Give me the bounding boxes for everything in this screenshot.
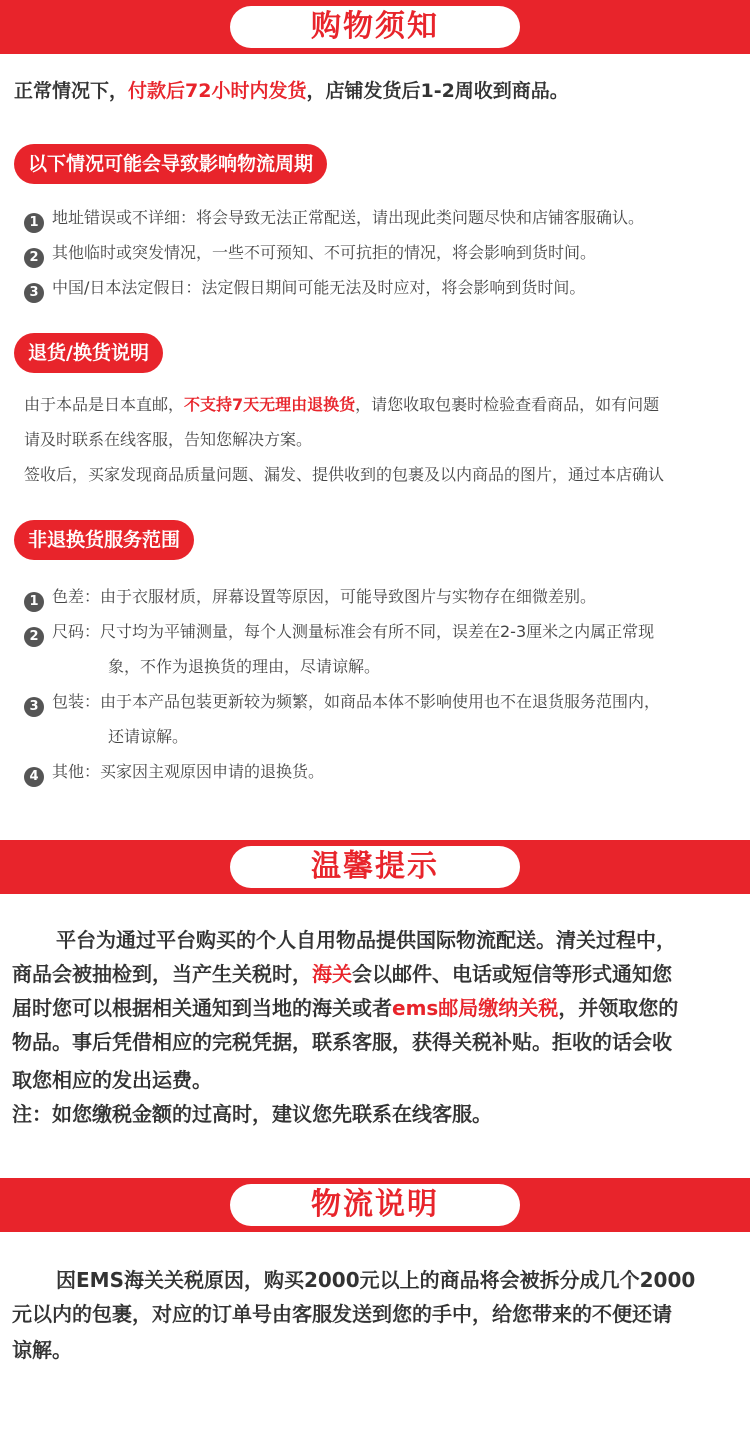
tips-line-3 — [12, 992, 678, 1021]
delay-item-3 — [24, 275, 585, 303]
tips-banner — [0, 840, 750, 894]
return-line-1-after: ，请您收取包裹时检验查看商品，如有问题 — [355, 395, 660, 414]
tips-line-3-before: 届时您可以根据相关通知到当地的海关或者 — [12, 996, 392, 1020]
return-line-1 — [24, 392, 659, 415]
non-return-tag: 非退换货服务范围 — [14, 520, 194, 560]
notice-lead — [14, 76, 569, 103]
tips-banner-title: 温馨提示 — [230, 846, 520, 888]
number-badge-icon: 4 — [24, 767, 44, 787]
tips-line-5: 取您相应的发出运费。 — [12, 1068, 212, 1092]
notice-banner — [0, 0, 750, 54]
non-return-item-2 — [24, 619, 654, 647]
lead-after: ，店铺发货后1-2周收到商品。 — [306, 80, 569, 102]
non-return-item-1 — [24, 584, 596, 612]
tips-line-4: 物品。事后凭借相应的完税凭据，联系客服，获得关税补贴。拒收的话会收 — [12, 1030, 672, 1054]
delay-item-text: 其他临时或突发情况，一些不可预知、不可抗拒的情况，将会影响到货时间。 — [52, 243, 597, 262]
notice-banner-title: 购物须知 — [230, 6, 520, 48]
non-return-item-3-cont: 还请谅解。 — [108, 727, 189, 746]
tips-line-2 — [12, 958, 672, 987]
non-return-item-3 — [24, 689, 660, 717]
non-return-text: 尺码：尺寸均为平铺测量，每个人测量标准会有所不同，误差在2-3厘米之内属正常现 — [52, 622, 655, 641]
shipping-line-2: 元以内的包裹，对应的订单号由客服发送到您的手中，给您带来的不便还请 — [12, 1302, 672, 1326]
shipping-banner-title: 物流说明 — [230, 1184, 520, 1226]
non-return-text: 色差：由于衣服材质，屏幕设置等原因，可能导致图片与实物存在细微差别。 — [52, 587, 597, 606]
tips-line-1: 平台为通过平台购买的个人自用物品提供国际物流配送。清关过程中， — [56, 928, 676, 952]
return-policy-tag: 退货/换货说明 — [14, 333, 163, 373]
delay-item-2 — [24, 240, 596, 268]
shipping-line-3: 谅解。 — [12, 1338, 72, 1362]
tips-line-2-before: 商品会被抽检到，当产生关税时， — [12, 962, 312, 986]
tips-line-3-after: ，并领取您的 — [558, 996, 679, 1020]
non-return-item-2-cont: 象，不作为退换货的理由，尽请谅解。 — [108, 657, 381, 676]
number-badge-icon: 1 — [24, 213, 44, 233]
shipping-line-1: 因EMS海关关税原因，购买2000元以上的商品将会被拆分成几个2000 — [56, 1268, 696, 1292]
non-return-text: 其他：买家因主观原因申请的退换货。 — [52, 762, 325, 781]
ems-highlight: ems邮局缴纳关税 — [392, 996, 559, 1020]
lead-before: 正常情况下， — [14, 80, 129, 102]
logistics-delay-tag: 以下情况可能会导致影响物流周期 — [14, 144, 327, 184]
return-highlight: 不支持7天无理由退换货 — [184, 395, 356, 414]
customs-highlight: 海关 — [312, 962, 352, 986]
tips-line-2-after: 会以邮件、电话或短信等形式通知您 — [352, 962, 672, 986]
return-line-2: 请及时联系在线客服，告知您解决方案。 — [24, 430, 313, 449]
number-badge-icon: 2 — [24, 248, 44, 268]
non-return-text: 包装：由于本产品包装更新较为频繁，如商品本体不影响使用也不在退货服务范围内， — [52, 692, 661, 711]
delay-item-1 — [24, 205, 644, 233]
delay-item-text: 地址错误或不详细：将会导致无法正常配送，请出现此类问题尽快和店铺客服确认。 — [52, 208, 645, 227]
number-badge-icon: 3 — [24, 283, 44, 303]
lead-highlight: 付款后72小时内发货 — [128, 80, 307, 102]
tips-note: 注：如您缴税金额的过高时，建议您先联系在线客服。 — [12, 1102, 492, 1126]
shipping-banner — [0, 1178, 750, 1232]
number-badge-icon: 2 — [24, 627, 44, 647]
return-line-3: 签收后，买家发现商品质量问题、漏发、提供收到的包裹及以内商品的图片，通过本店确认 — [24, 465, 665, 484]
delay-item-text: 中国/日本法定假日：法定假日期间可能无法及时应对，将会影响到货时间。 — [52, 278, 586, 297]
number-badge-icon: 3 — [24, 697, 44, 717]
non-return-item-4 — [24, 759, 324, 787]
return-line-1-before: 由于本品是日本直邮， — [24, 395, 185, 414]
number-badge-icon: 1 — [24, 592, 44, 612]
